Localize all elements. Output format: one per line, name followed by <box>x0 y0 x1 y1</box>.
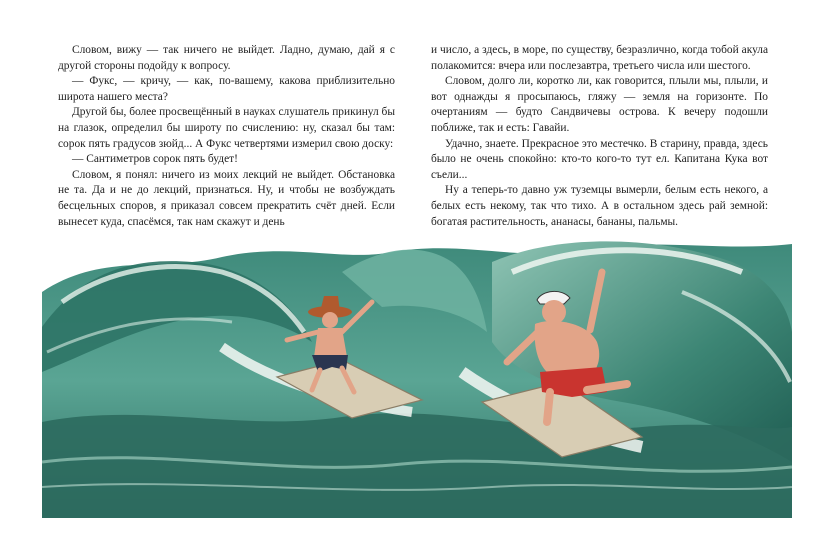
paragraph: Удачно, знаете. Прекрасное это местечко. В старину, правда, здесь было не очень спокойно: кто-то кого-то тут ел. Капитана Кука вот съели... <box>431 137 768 181</box>
surfing-illustration <box>42 232 792 518</box>
paragraph: — Сантиметров сорок пять будет! <box>72 153 238 166</box>
right-text-column <box>431 43 768 230</box>
paragraph: и число, а здесь, в море, по существу, безразлично, когда тобой акула полакомится: вчера или послезавтра, третьего числа или шестого. <box>431 44 768 72</box>
paragraph: — Фукс, — кричу, — как, по-вашему, какова приблизительно широта нашего места? <box>58 75 395 103</box>
paragraph: Другой бы, более просвещённый в науках слушатель прикинул бы на глазок, определил бы широту по счислению: ну, сказал бы там: сорок пять градусов зюйд... А Фукс четвертями измерил свою доску: <box>58 106 395 150</box>
paragraph: Словом, я понял: ничего из моих лекций не выйдет. Обстановка не та. Да и не до лекций, признаться. Ну, и чтобы не возбуждать бесцельных споров, я приказал совсем прекратить счёт дней. Если вынесет куда, спасёмся, так нам скажут и день <box>58 168 395 228</box>
paragraph: Словом, долго ли, коротко ли, как говорится, плыли мы, плыли, и вот однажды я просыпаюсь, гляжу — земля на горизонте. По очертаниям — будто Сандвичевы острова. К вечеру подошли поближе, так и есть: Гавайи. <box>431 75 768 134</box>
left-text-column <box>58 43 395 230</box>
paragraph: Ну а теперь-то давно уж туземцы вымерли, белым есть некого, а белых есть некому, так что тихо. А в остальном здесь рай земной: богатая растительность, ананасы, бананы, пальмы. <box>431 184 768 228</box>
paragraph: Словом, вижу — так ничего не выйдет. Ладно, думаю, дай я с другой стороны подойду к вопросу. <box>58 44 395 72</box>
